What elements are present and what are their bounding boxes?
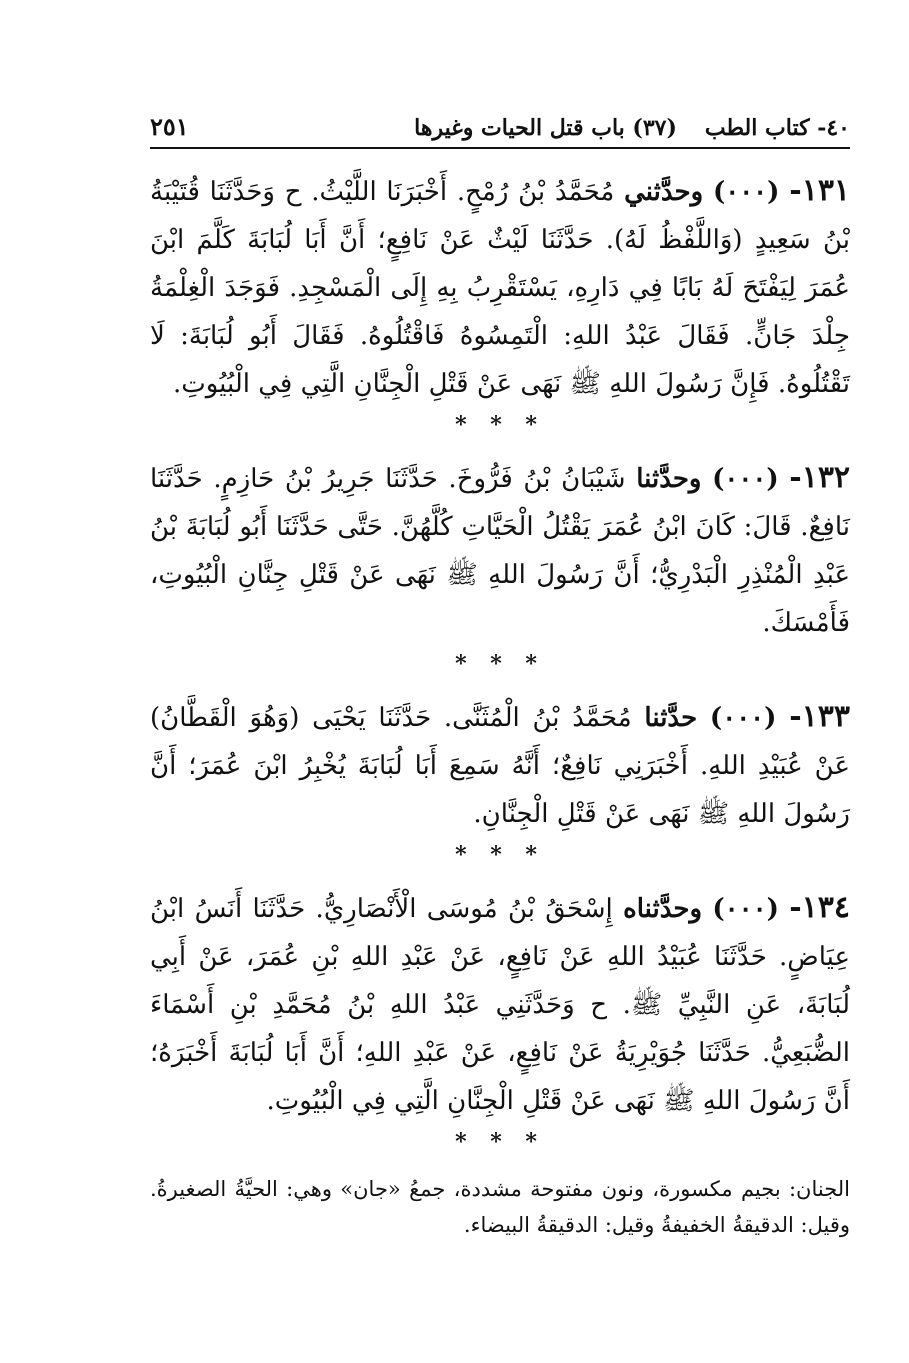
hadith-number: ١٣٣- bbox=[789, 699, 851, 734]
hadith-number: ١٣٢- bbox=[789, 460, 851, 495]
separator: * * * bbox=[455, 412, 545, 438]
book-page bbox=[150, 105, 850, 1243]
hadith-ref: (٠٠٠) bbox=[709, 703, 777, 733]
hadith-132 bbox=[150, 454, 850, 647]
separator: * * * bbox=[455, 1129, 545, 1155]
hadith-number: ١٣١- bbox=[789, 173, 851, 208]
footnote: الجنان: بجيم مكسورة، ونون مفتوحة مشددة، جمعُ «جان» وهي: الحيَّةُ الصغيرةُ. وقيل: الدقيقةُ الخفيفةُ وقيل: الدقيقةُ البيضاء. bbox=[150, 1177, 850, 1237]
hadith-intro: وحدَّثنا bbox=[636, 464, 702, 494]
page-number: ٢٥١ bbox=[150, 112, 189, 141]
hadith-text: شَيْبَانُ بْنُ فَرُّوخَ. حَدَّثَنَا جَرِيرُ بْنُ حَازِمٍ. حَدَّثَنَا نَافِعٌ. قَالَ: كَانَ ابْنُ عُمَرَ يَقْتُلُ الْحَيَّاتِ كُلَّهُنَّ. حَتَّى حَدَّثَنَا أَبُو لُبَابَةَ بْنُ عَبْدِ الْمُنْذِرِ الْبَدْرِيُّ؛ أَنَّ رَسُولَ اللهِ ﷺ نَهَى عَنْ قَتْلِ جِنَّانِ الْبُيُوتِ، فَأَمْسَكَ. bbox=[150, 464, 850, 638]
hadith-133 bbox=[150, 693, 850, 838]
chapter-title: (٣٧) باب قتل الحيات وغيرها bbox=[414, 115, 677, 141]
hadith-text: مُحَمَّدُ بْنُ الْمُثَنَّى. حَدَّثَنَا يَحْيَى (وَهُوَ الْقَطَّانُ) عَنْ عُبَيْدِ اللهِ. أَخْبَرَنِي نَافِعٌ؛ أَنَّهُ سَمِعَ أَبَا لُبَابَةَ يُخْبِرُ ابْنَ عُمَرَ؛ أَنَّ رَسُولَ اللهِ ﷺ نَهَى عَنْ قَتْلِ الْجِنَّانِ. bbox=[150, 703, 850, 829]
separator: * * * bbox=[455, 842, 545, 868]
book-title: ٤٠- كتاب الطب bbox=[704, 115, 850, 141]
hadith-intro: حدَّثنا bbox=[644, 703, 698, 733]
separator: * * * bbox=[455, 651, 545, 677]
hadith-134 bbox=[150, 884, 850, 1125]
header-titles bbox=[414, 115, 850, 141]
hadith-ref: (٠٠٠) bbox=[712, 177, 780, 207]
page-header bbox=[150, 105, 850, 149]
hadith-number: ١٣٤- bbox=[789, 890, 851, 925]
hadith-ref: (٠٠٠) bbox=[712, 894, 779, 924]
hadith-text: مُحَمَّدُ بْنُ رُمْحٍ. أَخْبَرَنَا اللَّيْثُ. ح وَحَدَّثَنَا قُتَيْبَةُ بْنُ سَعِيدٍ (وَاللَّفْظُ لَهُ). حَدَّثَنَا لَيْثٌ عَنْ نَافِعٍ؛ أَنَّ أَبَا لُبَابَةَ كَلَّمَ ابْنَ عُمَرَ لِيَفْتَحَ لَهُ بَابًا فِي دَارِهِ، يَسْتَقْرِبُ بِهِ إِلَى الْمَسْجِدِ. فَوَجَدَ الْغِلْمَةُ جِلْدَ جَانٍّ. فَقَالَ عَبْدُ اللهِ: الْتَمِسُوهُ فَاقْتُلُوهُ. فَقَالَ أَبُو لُبَابَةَ: لَا تَقْتُلُوهُ. فَإِنَّ رَسُولَ اللهِ ﷺ نَهَى عَنْ قَتْلِ الْجِنَّانِ الَّتِي فِي الْبُيُوتِ. bbox=[150, 177, 850, 399]
hadith-intro: وحدَّثني bbox=[624, 177, 704, 207]
hadith-131 bbox=[150, 167, 850, 408]
hadith-ref: (٠٠٠) bbox=[712, 464, 779, 494]
hadith-text: إِسْحَقُ بْنُ مُوسَى الْأَنْصَارِيُّ. حَدَّثَنَا أَنَسُ ابْنُ عِيَاضٍ. حَدَّثَنَا عُبَيْدُ اللهِ عَنْ نَافِعٍ، عَنْ عَبْدِ اللهِ بْنِ عُمَرَ، عَنْ أَبِي لُبَابَةَ، عَنِ النَّبِيِّ ﷺ. ح وَحَدَّثَنِي عَبْدُ اللهِ بْنُ مُحَمَّدِ بْنِ أَسْمَاءَ الضُّبَعِيُّ. حَدَّثَنَا جُوَيْرِيَةُ عَنْ نَافِعٍ، عَنْ عَبْدِ اللهِ؛ أَنَّ أَبَا لُبَابَةَ أَخْبَرَهُ؛ أَنَّ رَسُولَ اللهِ ﷺ نَهَى عَنْ قَتْلِ الْجِنَّانِ الَّتِي فِي الْبُيُوتِ. bbox=[150, 894, 850, 1116]
hadith-intro: وحدَّثناه bbox=[623, 894, 703, 924]
